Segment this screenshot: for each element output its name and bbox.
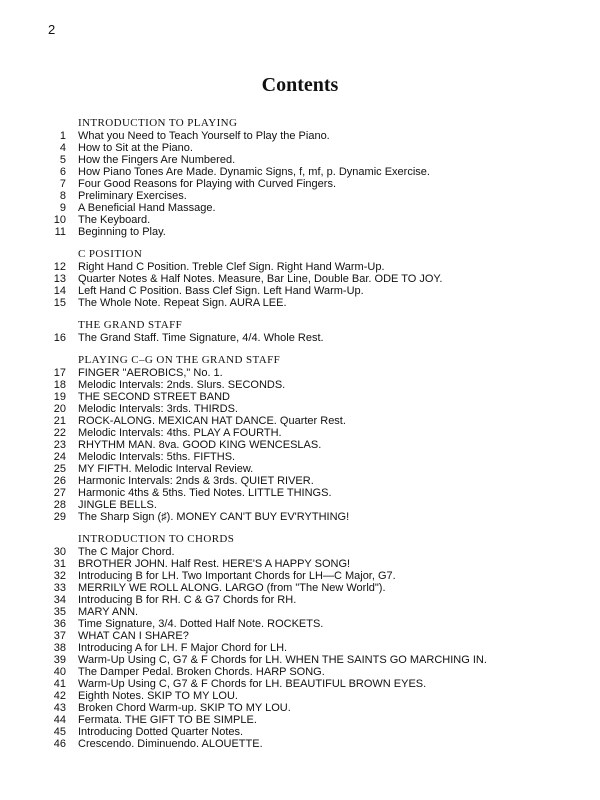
entry-text: How the Fingers Are Numbered.	[78, 154, 236, 166]
entry-page-number: 38	[53, 642, 66, 654]
entry-text: MY FIFTH. Melodic Interval Review.	[78, 463, 254, 475]
entry-page-number: 4	[59, 142, 66, 154]
entry-text: BROTHER JOHN. Half Rest. HERE'S A HAPPY SONG!	[78, 558, 351, 570]
entry-page-number: 32	[53, 570, 66, 582]
toc-entry	[44, 642, 564, 654]
toc-entry	[44, 499, 564, 511]
toc-entry	[44, 367, 564, 379]
entry-text: A Beneficial Hand Massage.	[78, 202, 216, 214]
toc-entry	[44, 190, 564, 202]
toc-entry	[44, 427, 564, 439]
toc-entry	[44, 738, 564, 750]
entry-text: Melodic Intervals: 3rds. THIRDS.	[78, 403, 238, 415]
toc-entry	[44, 570, 564, 582]
entry-text: Melodic Intervals: 5ths. FIFTHS.	[78, 451, 236, 463]
entry-text: Introducing B for LH. Two Important Chords for LH—C Major, G7.	[78, 570, 396, 582]
entry-page-number: 44	[53, 714, 66, 726]
entry-text: Quarter Notes & Half Notes. Measure, Bar Line, Double Bar. ODE TO JOY.	[78, 273, 443, 285]
entry-text: How to Sit at the Piano.	[78, 142, 193, 154]
toc-entry	[44, 582, 564, 594]
entry-page-number: 29	[53, 511, 66, 523]
toc-entry	[44, 630, 564, 642]
entry-page-number: 5	[59, 154, 66, 166]
entry-text: Warm-Up Using C, G7 & F Chords for LH. WHEN THE SAINTS GO MARCHING IN.	[78, 654, 487, 666]
entry-page-number: 30	[53, 546, 66, 558]
entry-text: Broken Chord Warm-up. SKIP TO MY LOU.	[78, 702, 291, 714]
entry-page-number: 10	[53, 214, 66, 226]
entry-text: Four Good Reasons for Playing with Curved Fingers.	[78, 178, 337, 190]
entry-text: THE SECOND STREET BAND	[78, 391, 230, 403]
entry-page-number: 8	[59, 190, 66, 202]
entry-text: The Damper Pedal. Broken Chords. HARP SONG.	[78, 666, 325, 678]
toc-entry	[44, 511, 564, 523]
toc-entry	[44, 154, 564, 166]
entry-text: ROCK-ALONG. MEXICAN HAT DANCE. Quarter Rest.	[78, 415, 346, 427]
toc-entry	[44, 166, 564, 178]
entry-page-number: 39	[53, 654, 66, 666]
entry-page-number: 45	[53, 726, 66, 738]
toc-entry	[44, 618, 564, 630]
entry-text: Melodic Intervals: 4ths. PLAY A FOURTH.	[78, 427, 282, 439]
entry-text: Introducing A for LH. F Major Chord for LH.	[78, 642, 288, 654]
entry-page-number: 6	[59, 166, 66, 178]
entry-page-number: 40	[53, 666, 66, 678]
entry-text: How Piano Tones Are Made. Dynamic Signs, f, mf, p. Dynamic Exercise.	[78, 166, 430, 178]
toc-entry	[44, 714, 564, 726]
entry-page-number: 22	[53, 427, 66, 439]
entry-page-number: 33	[53, 582, 66, 594]
toc-entry	[44, 546, 564, 558]
entry-text: MARY ANN.	[78, 606, 139, 618]
toc-entry	[44, 594, 564, 606]
entry-page-number: 9	[59, 202, 66, 214]
toc-entry	[44, 226, 564, 238]
toc-entry	[44, 142, 564, 154]
entry-page-number: 15	[53, 297, 66, 309]
entry-page-number: 37	[53, 630, 66, 642]
entry-text: Time Signature, 3/4. Dotted Half Note. ROCKETS.	[78, 618, 324, 630]
toc-section	[44, 354, 564, 523]
toc-entry	[44, 451, 564, 463]
entry-text: Right Hand C Position. Treble Clef Sign. Right Hand Warm-Up.	[78, 261, 385, 273]
entry-page-number: 28	[53, 499, 66, 511]
toc-entry	[44, 273, 564, 285]
toc-entry	[44, 666, 564, 678]
entry-text: The Sharp Sign (♯). MONEY CAN'T BUY EV'RYTHING!	[78, 511, 350, 523]
page-number: 2	[48, 22, 56, 37]
entry-page-number: 12	[53, 261, 66, 273]
toc-section	[44, 319, 564, 344]
entry-text: The Grand Staff. Time Signature, 4/4. Whole Rest.	[78, 332, 324, 344]
toc-entry	[44, 726, 564, 738]
entry-page-number: 24	[53, 451, 66, 463]
entry-page-number: 17	[53, 367, 66, 379]
entry-page-number: 21	[53, 415, 66, 427]
toc-entry	[44, 487, 564, 499]
entry-text: Beginning to Play.	[78, 226, 166, 238]
entry-text: MERRILY WE ROLL ALONG. LARGO (from "The New World").	[78, 582, 386, 594]
entry-page-number: 46	[53, 738, 66, 750]
entry-text: WHAT CAN I SHARE?	[78, 630, 189, 642]
toc-section	[44, 117, 564, 238]
entry-text: Harmonic 4ths & 5ths. Tied Notes. LITTLE THINGS.	[78, 487, 332, 499]
entry-page-number: 1	[59, 130, 66, 142]
toc-entry	[44, 332, 564, 344]
entry-page-number: 16	[53, 332, 66, 344]
entry-page-number: 43	[53, 702, 66, 714]
entry-text: Warm-Up Using C, G7 & F Chords for LH. BEAUTIFUL BROWN EYES.	[78, 678, 427, 690]
entry-page-number: 13	[53, 273, 66, 285]
toc-entry	[44, 463, 564, 475]
entry-page-number: 36	[53, 618, 66, 630]
entry-text: Melodic Intervals: 2nds. Slurs. SECONDS.	[78, 379, 286, 391]
toc-entry	[44, 678, 564, 690]
entry-text: FINGER "AEROBICS," No. 1.	[78, 367, 223, 379]
entry-text: JINGLE BELLS.	[78, 499, 157, 511]
entry-page-number: 42	[53, 690, 66, 702]
entry-text: RHYTHM MAN. 8va. GOOD KING WENCESLAS.	[78, 439, 322, 451]
entry-page-number: 41	[53, 678, 66, 690]
toc-entry	[44, 130, 564, 142]
toc-entry	[44, 415, 564, 427]
toc-entry	[44, 606, 564, 618]
toc-section	[44, 248, 564, 309]
entry-page-number: 11	[54, 226, 66, 238]
entry-text: Harmonic Intervals: 2nds & 3rds. QUIET RIVER.	[78, 475, 314, 487]
entry-text: Preliminary Exercises.	[78, 190, 187, 202]
toc-entry	[44, 202, 564, 214]
entry-page-number: 23	[53, 439, 66, 451]
entry-text: Fermata. THE GIFT TO BE SIMPLE.	[78, 714, 257, 726]
section-heading: INTRODUCTION TO CHORDS	[78, 533, 235, 545]
entry-page-number: 19	[53, 391, 66, 403]
entry-page-number: 14	[53, 285, 66, 297]
entry-page-number: 31	[53, 558, 66, 570]
toc-entry	[44, 297, 564, 309]
section-heading: THE GRAND STAFF	[78, 319, 183, 331]
entry-page-number: 35	[53, 606, 66, 618]
entry-text: Eighth Notes. SKIP TO MY LOU.	[78, 690, 238, 702]
entry-page-number: 34	[53, 594, 66, 606]
entry-text: Left Hand C Position. Bass Clef Sign. Left Hand Warm-Up.	[78, 285, 364, 297]
section-heading: PLAYING C–G ON THE GRAND STAFF	[78, 354, 281, 366]
entry-page-number: 27	[53, 487, 66, 499]
toc-entry	[44, 403, 564, 415]
entry-page-number: 7	[59, 178, 66, 190]
entry-text: The C Major Chord.	[78, 546, 175, 558]
section-heading: C POSITION	[78, 248, 143, 260]
toc-entry	[44, 702, 564, 714]
entry-text: What you Need to Teach Yourself to Play the Piano.	[78, 130, 330, 142]
toc-entry	[44, 391, 564, 403]
entry-text: Introducing Dotted Quarter Notes.	[78, 726, 244, 738]
table-of-contents	[44, 117, 564, 760]
entry-page-number: 20	[53, 403, 66, 415]
toc-entry	[44, 439, 564, 451]
toc-entry	[44, 214, 564, 226]
toc-entry	[44, 690, 564, 702]
toc-entry	[44, 285, 564, 297]
toc-section	[44, 533, 564, 750]
toc-entry	[44, 654, 564, 666]
entry-text: The Keyboard.	[78, 214, 151, 226]
section-heading: INTRODUCTION TO PLAYING	[78, 117, 238, 129]
toc-entry	[44, 558, 564, 570]
toc-entry	[44, 178, 564, 190]
toc-entry	[44, 379, 564, 391]
entry-page-number: 18	[53, 379, 66, 391]
entry-text: Introducing B for RH. C & G7 Chords for RH.	[78, 594, 297, 606]
entry-text: Crescendo. Diminuendo. ALOUETTE.	[78, 738, 263, 750]
toc-entry	[44, 261, 564, 273]
entry-page-number: 25	[53, 463, 66, 475]
toc-entry	[44, 475, 564, 487]
entry-page-number: 26	[53, 475, 66, 487]
page-title: Contents	[261, 74, 339, 96]
entry-text: The Whole Note. Repeat Sign. AURA LEE.	[78, 297, 287, 309]
